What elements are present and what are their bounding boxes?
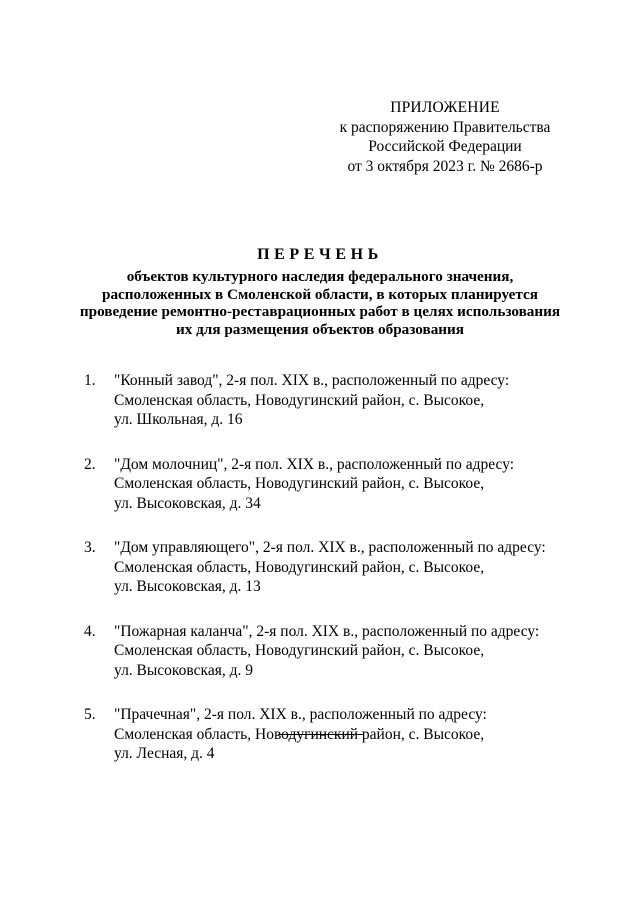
appendix-date-number: от 3 октября 2023 г. № 2686-р bbox=[347, 157, 543, 175]
item-text-line: ул. Высоковская, д. 34 bbox=[114, 494, 261, 512]
item-number: 3. bbox=[84, 539, 96, 556]
subtitle-line: объектов культурного наследия федерального значения, bbox=[126, 268, 514, 285]
end-of-document-rule bbox=[278, 734, 363, 735]
document-title: ПЕРЕЧЕНЬ bbox=[257, 246, 383, 263]
subtitle-line: расположенных в Смоленской области, в которых планируется bbox=[102, 285, 538, 303]
item-text-line: "Дом управляющего", 2-я пол. XIX в., расположенный по адресу: bbox=[114, 539, 546, 556]
appendix-line: к распоряжению Правительства bbox=[339, 118, 551, 136]
appendix-line: Российской Федерации bbox=[368, 138, 522, 155]
item-number: 5. bbox=[84, 706, 96, 723]
item-number: 1. bbox=[84, 372, 96, 389]
item-text-line: Смоленская область, Новодугинский район, с. Высокое, bbox=[114, 391, 485, 409]
subtitle-line: проведение ремонтно-реставрационных работ в целях использования bbox=[79, 303, 561, 320]
heritage-objects-list bbox=[84, 371, 554, 789]
item-number: 2. bbox=[84, 455, 96, 473]
list-item bbox=[84, 622, 554, 681]
subtitle-line: их для размещения объектов образования bbox=[175, 320, 465, 338]
item-text-line: Смоленская область, Новодугинский район, с. Высокое, bbox=[114, 642, 485, 659]
item-text-line: "Пожарная каланча", 2-я пол. XIX в., расположенный по адресу: bbox=[114, 622, 540, 640]
appendix-block bbox=[330, 98, 560, 176]
item-text-line: "Дом молочниц", 2-я пол. XIX в., расположенный по адресу: bbox=[114, 455, 515, 473]
item-text-line: ул. Высоковская, д. 13 bbox=[114, 578, 261, 595]
list-item bbox=[84, 455, 554, 514]
item-text-line: Смоленская область, Новодугинский район, с. Высокое, bbox=[114, 475, 485, 492]
item-text-line: ул. Лесная, д. 4 bbox=[114, 745, 215, 762]
appendix-heading: ПРИЛОЖЕНИЕ bbox=[390, 99, 500, 116]
list-item bbox=[84, 538, 554, 597]
item-text-line: "Прачечная", 2-я пол. XIX в., расположенный по адресу: bbox=[114, 706, 487, 723]
item-text-line: "Конный завод", 2-я пол. XIX в., расположенный по адресу: bbox=[114, 372, 510, 389]
document-subtitle bbox=[60, 268, 580, 338]
item-text-line: ул. Высоковская, д. 9 bbox=[114, 661, 253, 679]
item-text-line: Смоленская область, Новодугинский район, с. Высокое, bbox=[114, 558, 485, 576]
item-number: 4. bbox=[84, 622, 96, 640]
item-text-line: Смоленская область, Новодугинский район, с. Высокое, bbox=[114, 725, 485, 743]
item-text-line: ул. Школьная, д. 16 bbox=[114, 411, 243, 428]
list-item bbox=[84, 371, 554, 430]
